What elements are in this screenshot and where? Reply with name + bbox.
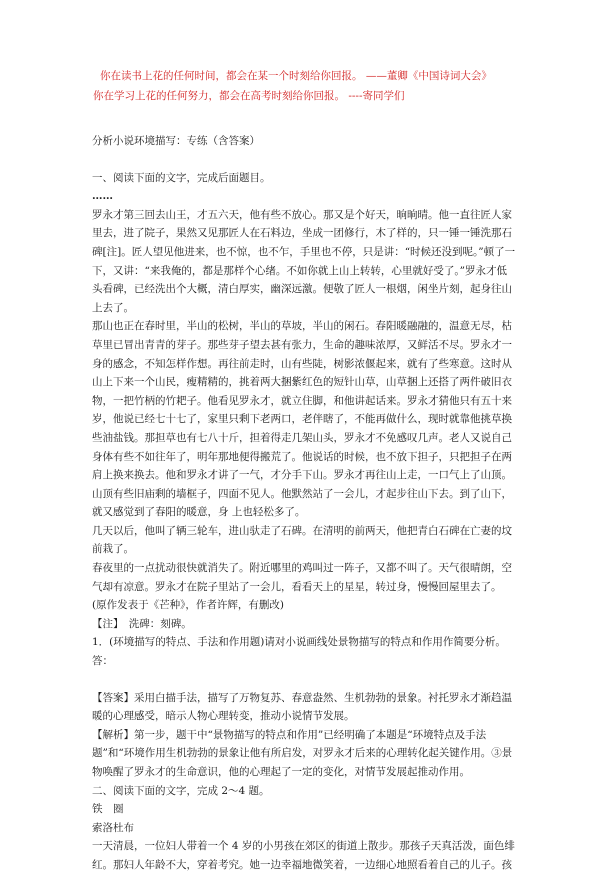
- answer-key-label: 【答案】: [92, 691, 134, 704]
- annotation-note: [92, 615, 517, 634]
- source-note: (原作发表于《芒种》，作者许辉，有删改): [92, 599, 284, 612]
- story-paragraph: 春夜里的一点扰动很快就消失了。附近哪里的鸡叫过一阵子，又都不叫了。天气很晴朗，空气却有凉意。罗永才在院子里站了一会儿，看看天上的星星，转过身，慢慢回屋里去了。: [92, 562, 512, 593]
- answer-key-text: 采用白描手法，描写了万物复苏、春意盎然、生机勃勃的景象。衬托罗永才渐趋温暖的心理感受，暗示人物心理转变，推动小说情节发展。: [92, 691, 512, 723]
- story-title: 铁 圈: [92, 803, 124, 816]
- motivational-quote-1: 你在读书上花的任何时间，都会在某一个时刻给你回报。 ——董卿《中国诗词大会》: [100, 70, 492, 82]
- document-title: 分析小说环境描写：专练（含答案）: [92, 135, 260, 147]
- analysis: [92, 726, 517, 782]
- answer-blank-space: [92, 671, 517, 689]
- story-paragraph: 那山也正在春时里，半山的松树，半山的草坡，半山的闲石。春阳暖融融的，温意无尽，枯草里已冒出青青的芽子。那些芽子望去甚有张力，生命的趣味浓厚，又鲜活不尽。罗永才一身的感念，不知怎样作想。再往前走时，山有些陡，树影浓偃起来，就有了些寒意。这时从山上下来一个山民，瘦精精的，挑着两大捆紫红色的短针山草，山草捆上还搭了两件破旧衣物，一把竹柄的竹耙子。他看见罗永才，就立住脚，和他讲起话来。罗永才猜他只有五十来岁，他说已经七十七了，家里只剩下老两口，老伴瞎了，不能再做什么，现时就靠他挑草换些油盐钱。那担草也有七八十斤，担着得走几架山头，罗永才不免感叹几声。老人又说自己身体有些不如往年了，明年那地便得搬荒了。他说话的时候，也不放下担子，只把担子在两肩上换来换去。他和罗永才讲了一气，才分手下山。罗永才再往山上走，一口气上了山顶。山顶有些旧庙剩的墙框子，四面不见人。他默然站了一会儿，才起步往山下去。到了山下，就又感觉到了春阳的暖意，身 上也轻松多了。: [92, 320, 512, 519]
- ellipsis: ……: [92, 190, 113, 203]
- note-text: 洗碑：刻碑。: [128, 617, 192, 630]
- story-author: 索洛杜布: [92, 821, 134, 834]
- story-paragraph: 罗永才第三回去山王，才五六天，他有些不放心。那又是个好天，晌晌晴。他一直往匠人家里去，进了院子，果然又见那匠人在石料边，坐成一团修行，木了样的，只一锤一锤洗那石碑[注]。匠人望见他进来，也不惊，也不乍，手里也不停，只是讲：“时候还没到呢。”顿了一下，又讲：“来我俺的，都是那样个心绪。不如你就上山上转转，心里就好受了。”罗永才低头看碑，已经洗出个大概，清白厚实，幽深远激。便敬了匠人一根烟，闲坐片刻，起身往山上去了。: [92, 208, 516, 314]
- note-label: 【注】: [92, 617, 119, 630]
- document-body: [92, 132, 517, 875]
- analysis-label: 【解析】: [92, 728, 134, 741]
- part1-heading: 一、阅读下面的文字，完成后面题目。: [92, 171, 271, 184]
- question-1: 1．(环境描写的特点、手法和作用题)请对小说画线处景物描写的特点和作用作简要分析。: [92, 636, 506, 649]
- answer-key: [92, 689, 517, 726]
- part2-heading: 二、阅读下面的文字，完成 2～4 题。: [92, 784, 270, 797]
- story-paragraph: 几天以后，他叫了辆三轮车，进山驮走了石碑。在清明的前两天，他把青白石碑在亡妻的坟前栽了。: [92, 524, 512, 556]
- motivational-quote-2: 你在学习上花的任何努力，都会在高考时刻给你回报。 ----寄同学们: [93, 90, 405, 102]
- header-quotes: [0, 66, 600, 106]
- answer-prompt: 答：: [92, 655, 113, 668]
- analysis-text: 第一步，题干中“景物描写的特点和作用”已经明确了本题是“环境特点及手法题”和“环境作用生机勃勃的景象让他有所启发，对罗永才后来的心理转化起关键作用。③景物唤醒了罗永才的生命意识，他的心理起了一定的变化，对情节发展起推动作用。: [92, 728, 513, 778]
- story-opening: 一天清晨，一位妇人带着一个 4 岁的小男孩在郊区的街道上散步。那孩子天真活泼，面色绯红。那妇人年龄不大，穿着考究。她一边幸福地微笑着，一边细心地照看着自己的儿子。孩: [92, 840, 515, 871]
